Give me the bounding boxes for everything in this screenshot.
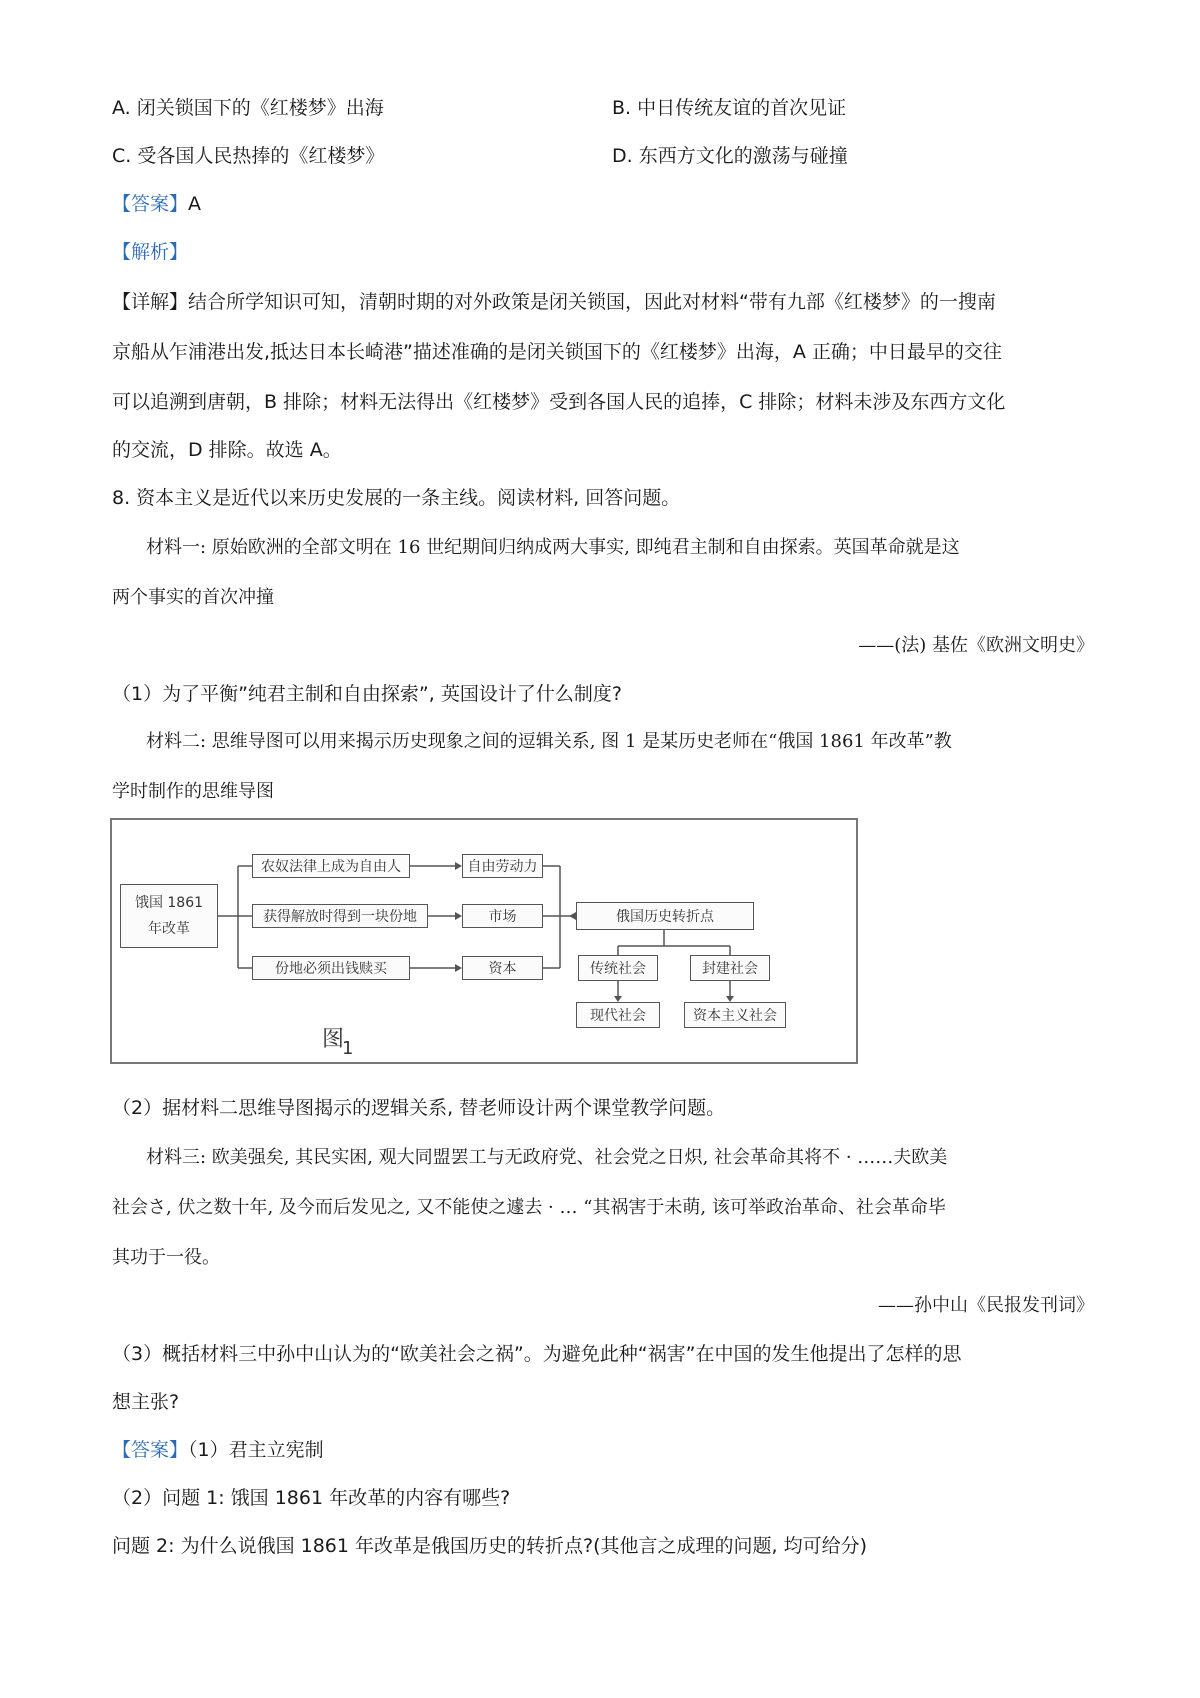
traditional-society-box: 传统社会 [578,955,658,981]
right-box-3: 资本 [462,956,543,980]
turning-point-box: 俄国历史转折点 [576,902,754,930]
mid-box-1: 农奴法律上成为自由人 [252,854,410,878]
material2-line-2: 学时制作的思维导图 [112,781,274,802]
modern-society-box: 现代社会 [576,1002,660,1028]
q8-answer-tag: 【答案】 [112,1439,189,1461]
q8-answer-line [112,1436,324,1464]
right-box-2: 市场 [462,904,543,928]
material1-source: ——(法) 基佐《欧洲文明史》 [858,635,1094,656]
material2-line-1: 材料二: 思维导图可以用来揭示历史现象之间的逗辑关系, 图 1 是某历史老师在“俄国 1861 年改革”教 [146,731,952,752]
material1-line-1: 材料一: 原始欧洲的全部文明在 16 世纪期间归纳成两大事实, 即纯君主制和自由探索。英国革命就是这 [146,537,960,558]
capitalist-society-box: 资本主义社会 [684,1002,786,1028]
option-d: D. 东西方文化的激荡与碰撞 [612,145,848,167]
material3-line-2: 社会さ, 伏之数十年, 及今而后发见之, 又不能使之遽去 · … “其祸害于未萌, 该可举政治革命、社会革命毕 [112,1197,946,1218]
analysis-tag: 【解析】 [112,241,189,263]
q8-answer-2-q1: （2）问题 1: 饿国 1861 年改革的内容有哪些? [112,1487,511,1509]
detail-line-3: 可以追溯到唐朝，B 排除；材料无法得出《红楼梦》受到各国人民的追捧，C 排除；材料未涉及东西方文化 [112,391,1006,413]
mid-box-2: 获得解放时得到一块份地 [252,904,428,928]
material1-line-2: 两个事实的首次冲撞 [112,587,274,608]
answer-value: A [188,193,202,215]
material3-source: ——孙中山《民报发刊词》 [878,1295,1094,1316]
right-box-1: 自由劳动力 [462,854,543,878]
root-box: 饿国 1861 年改革 [120,884,218,948]
sub-question-1: （1）为了平衡”纯君主制和自由探索”, 英国设计了什么制度? [112,683,622,705]
detail-line-4: 的交流，D 排除。故选 A。 [112,439,342,461]
figure-caption: 图 [322,1027,345,1052]
mind-map-figure [110,818,858,1064]
option-c: C. 受各国人民热捧的《红楼梦》 [112,145,385,167]
mid-box-3: 份地必须出钱赎买 [252,956,410,980]
q8-answer-1: （1）君主立宪制 [188,1439,324,1461]
option-b: B. 中日传统友谊的首次见证 [612,97,847,119]
detail-line-1: 【详解】结合所学知识可知，清朝时期的对外政策是闭关锁国，因此对材料“带有九部《红楼梦》的一搜南 [112,291,996,313]
q8-answer-2-q2: 问题 2: 为什么说俄国 1861 年改革是俄国历史的转折点?(其他言之成理的问题, 均可给分) [112,1535,867,1557]
material3-line-1: 材料三: 欧美强矣, 其民实困, 观大同盟罢工与无政府党、社会党之日炽, 社会革命其将不 · ……夫欧美 [146,1147,948,1168]
option-a: A. 闭关锁国下的《红楼梦》出海 [112,97,384,119]
answer-tag: 【答案】 [112,193,189,215]
material3-line-3: 其功于一役。 [112,1247,220,1268]
q8-stem: 8. 资本主义是近代以来历史发展的一条主线。阅读材料, 回答问题。 [112,487,681,509]
sub-question-3-line-1: （3）概括材料三中孙中山认为的“欧美社会之祸”。为避免此种“祸害”在中国的发生他提出了怎样的思 [112,1343,962,1365]
feudal-society-box: 封建社会 [690,955,770,981]
detail-line-2: 京船从乍浦港出发,抵达日本长崎港”描述准确的是闭关锁国下的《红楼梦》出海，A 正确；中日最早的交往 [112,341,1002,363]
figure-caption-number: 1 [342,1038,354,1059]
sub-question-2: （2）据材料二思维导图揭示的逻辑关系, 替老师设计两个课堂教学问题。 [112,1097,726,1119]
answer-line [112,190,201,218]
sub-question-3-line-2: 想主张? [112,1391,180,1413]
